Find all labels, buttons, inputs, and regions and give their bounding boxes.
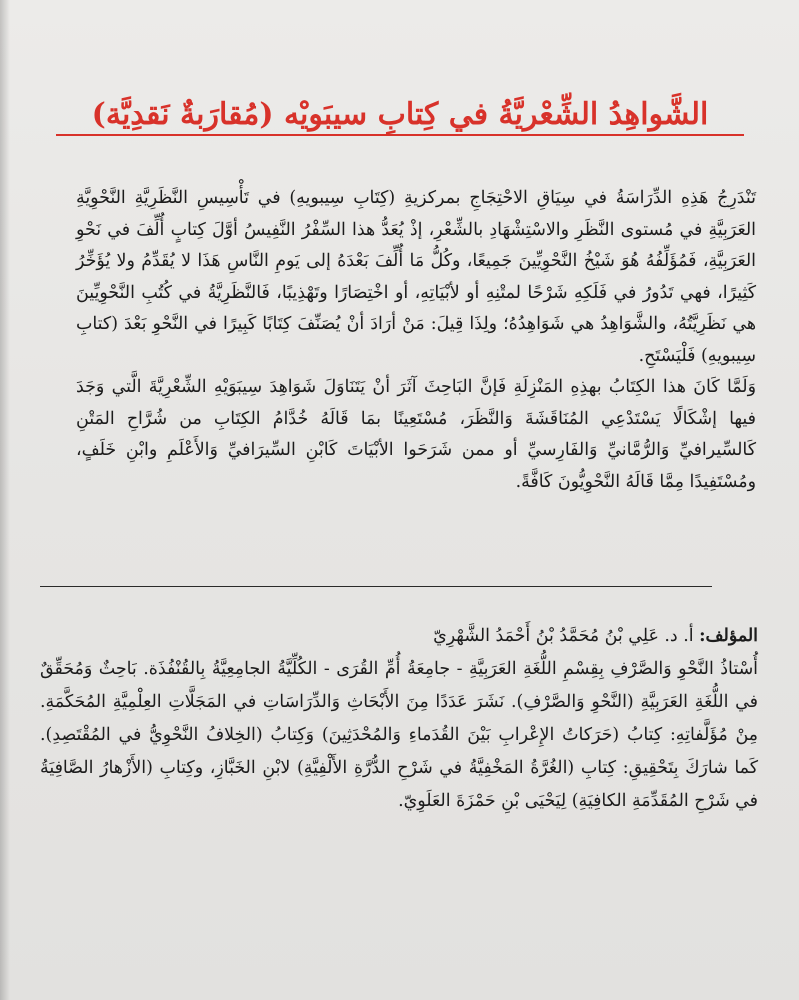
summary-paragraph-1: تَنْدَرِجُ هَذِهِ الدِّرَاسَةُ في سِيَاقِ الاحْتِجَاجِ بمركزيةِ (كِتَابِ سِيبويهِ) في تَأْسِيسِ النَّظَرِيَّةِ النَّحْوِيَّةِ العَرَبِيَّةِ في مُستوى النَّظَرِ والاسْتِشْهَادِ بالشِّعْرِ، إذْ يُعَدُّ هذا السِّفْرُ النَّفِيسُ أوَّلَ كِتابٍ أُلِّفَ في نَحْوِ العَرَبِيَّةِ، فَمُؤَلِّفُهُ هُوَ شَيْخُ النَّحْوِيِّينَ جَمِيعًا، وكُلُّ مَا أُلِّفَ بَعْدَهُ إلى يَومِ النَّاسِ هَذَا لا يُقَدِّمُ ولا يُؤَخِّرُ كَثِيرًا، فهي تَدُورُ في فَلَكِهِ شَرْحًا لمتْنِهِ أو لأبْيَاتِهِ، أو اخْتِصَارًا وتَهْذِيبًا، فَالنَّظَرِيَّةُ في كُتُبِ النَّحْوِيِّينَ هي نَظَرِيَّتُهُ، والشَّوَاهِدُ هي شَوَاهِدُهُ؛ ولِذَا قِيلَ: مَنْ أرَادَ أنْ يُصَنِّفَ كِتَابًا كَبِيرًا في النَّحْوِ بَعْدَ (كتابِ سِيبويهِ) فَلْيَسْتَحِ.: [76, 188, 756, 366]
section-divider: [40, 586, 712, 587]
author-section: [40, 620, 758, 818]
book-title: الشَّواهِدُ الشِّعْريَّةُ في كِتابِ سيبَويْه (مُقارَبةٌ نَقدِيَّة): [91, 97, 709, 133]
summary-paragraph-2: وَلَمَّا كَانَ هذا الكِتَابُ بهذِهِ المَنْزِلَةِ فَإنَّ البَاحِثَ آثَرَ أنْ يَتَنَاوَلَ شَوَاهِدَ سِيبَوَيْهِ الشِّعْرِيَّةَ الَّتي وَجَدَ فيها إشْكَالًا يَسْتَدْعِي المُنَاقَشَةَ وَالنَّظَرَ، مُسْتَعِينًا بمَا قَالَهُ خُدَّامُ الكِتَابِ من شُرَّاحِ المَتْنِ كَالسِّيرافيِّ وَالرُّمَّانيِّ وَالفَارِسيِّ أو ممن شَرَحَوا الأبْيَاتَ كَابْنِ السِّيرَافيِّ وَالأَعْلَمِ وابْنِ خَلَفٍ، ومُسْتَفِيدًا مِمَّا قَالَهُ النَّحْوِيُّونَ كَافَّةً.: [76, 377, 756, 492]
author-bio: أُسْتاذُ النَّحْوِ وَالصَّرْفِ بِقِسْمِ اللُّغَةِ العَرَبِيَّةِ - جامِعَةُ أُمِّ القُرَى - الكُلِّيَّةُ الجامِعِيَّةُ بِالقُنْفُذَة. بَاحِثٌ وَمُحَقِّقٌ في اللُّغَةِ العَرَبِيَّةِ (النَّحْوِ وَالصَّرْفِ). نَشَرَ عَدَدًا مِنَ الأَبْحَاثِ وَالدِّرَاسَاتِ في المَجَلَّاتِ العِلْمِيَّةِ المُحَكَّمَةِ. مِنْ مُؤَلَّفاتِهِ: كِتابُ (حَرَكاتُ الإِعْرابِ بَيْنَ القُدَماءِ وَالمُحْدَثِينَ) وَكِتابُ (الخِلافُ النَّحْوِيُّ في المُقْتَصِدِ). كَما شارَكَ بِتَحْقِيقِ: كِتابِ (الغُرَّةُ المَخْفِيَّةُ في شَرْحِ الدُّرَّةِ الأَلْفِيَّةِ) لابْنِ الخَبَّازِ، وكِتابِ (الأَزْهارُ الصَّافِيَةُ في شَرْحِ المُقَدِّمَةِ الكافِيَةِ) لِيَحْيَى بْنِ حَمْزَةَ العَلَوِيّ.: [40, 659, 758, 811]
title-divider: [56, 134, 744, 136]
page-edge-shadow: [0, 0, 10, 1000]
author-label: المؤلف:: [699, 626, 758, 646]
author-heading: [40, 620, 758, 653]
book-summary: [76, 183, 756, 498]
author-name: أ. د. عَلِي بْنُ مُحَمَّدُ بْنُ أَحْمَدُ الشَّهْرِيّ: [433, 626, 694, 646]
